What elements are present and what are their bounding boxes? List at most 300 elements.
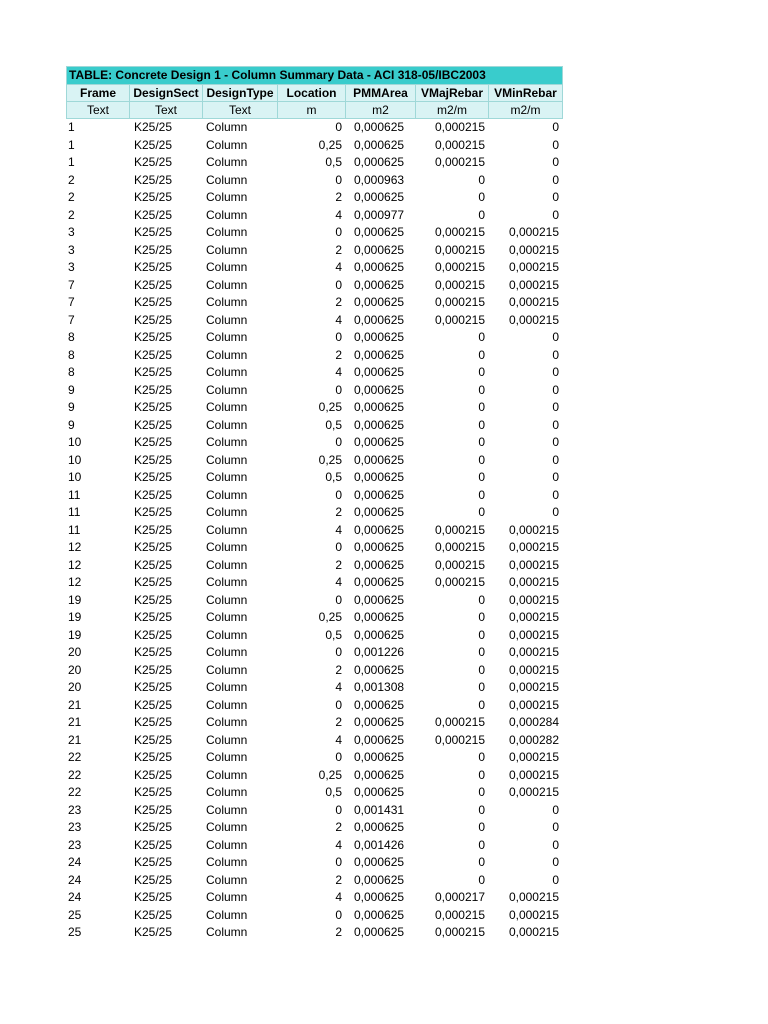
designsect-cell: K25/25 [134,487,173,502]
vminrebar-cell: 0,000215 [508,592,559,607]
location-cell: 0,25 [318,767,342,782]
table-row [66,504,563,522]
designsect-cell: K25/25 [134,785,173,799]
vminrebar-cell: 0 [552,837,559,852]
vminrebar-cell: 0 [552,872,559,887]
vminrebar-cell: 0,000215 [508,260,559,274]
frame-cell: 8 [68,347,75,362]
designtype-cell: Column [206,207,248,222]
vmajrebar-cell: 0,000215 [434,715,485,729]
designsect-cell: K25/25 [134,190,173,204]
column-summary-table [66,66,563,942]
table-row [66,889,563,907]
pmmarea-cell: 0,000625 [354,452,405,467]
location-cell: 0 [335,645,342,659]
vminrebar-cell: 0 [552,802,559,817]
designsect-cell: K25/25 [134,225,173,239]
pmmarea-cell: 0,001308 [354,680,405,694]
vminrebar-cell: 0 [552,820,559,834]
location-cell: 0,25 [318,400,342,414]
designsect-cell: K25/25 [134,802,173,817]
frame-cell: 20 [68,662,82,677]
vminrebar-cell: 0,000215 [508,540,559,554]
designtype-cell: Column [206,802,248,817]
table-row [66,399,563,417]
pmmarea-cell: 0,000625 [354,872,405,887]
designtype-cell: Column [206,715,248,729]
table-row [66,452,563,470]
designtype-cell: Column [206,872,248,887]
pmmarea-cell: 0,000625 [354,365,405,379]
designtype-cell: Column [206,732,248,747]
header-row [66,85,563,102]
location-cell: 0 [335,750,342,764]
designsect-cell: K25/25 [134,347,173,362]
location-cell: 0,5 [325,470,342,484]
pmmarea-cell: 0,000625 [354,225,405,239]
table-row [66,242,563,260]
table-row [66,434,563,452]
vmajrebar-cell: 0 [478,347,485,362]
frame-cell: 2 [68,207,75,222]
designtype-cell: Column [206,470,248,484]
vmajrebar-cell: 0,000215 [434,522,485,537]
vmajrebar-cell: 0 [478,872,485,887]
pmmarea-cell: 0,000625 [354,592,405,607]
designsect-cell: K25/25 [134,575,173,589]
frame-cell: 19 [68,610,82,624]
table-row [66,347,563,365]
vminrebar-cell: 0 [552,487,559,502]
frame-cell: 19 [68,627,82,642]
designtype-cell: Column [206,925,248,939]
pmmarea-cell: 0,000625 [354,750,405,764]
frame-cell: 21 [68,732,82,747]
header-vmajrebar: VMajRebar [416,85,489,102]
pmmarea-cell: 0,000625 [354,312,405,327]
table-row [66,714,563,732]
table-row [66,784,563,802]
vminrebar-cell: 0,000284 [508,715,559,729]
frame-cell: 10 [68,452,82,467]
location-cell: 0 [335,487,342,502]
vmajrebar-cell: 0 [478,767,485,782]
designsect-cell: K25/25 [134,242,173,257]
vminrebar-cell: 0,000215 [508,557,559,572]
vmajrebar-cell: 0,000215 [434,155,485,169]
pmmarea-cell: 0,000625 [354,470,405,484]
pmmarea-cell: 0,000625 [354,540,405,554]
designtype-cell: Column [206,225,248,239]
table-row [66,364,563,382]
designtype-cell: Column [206,662,248,677]
frame-cell: 7 [68,312,75,327]
pmmarea-cell: 0,000625 [354,767,405,782]
frame-cell: 9 [68,400,75,414]
table-row [66,207,563,225]
table-row [66,522,563,540]
designtype-cell: Column [206,505,248,519]
designsect-cell: K25/25 [134,470,173,484]
designsect-cell: K25/25 [134,645,173,659]
vminrebar-cell: 0,000215 [508,295,559,309]
frame-cell: 11 [68,487,81,502]
frame-cell: 12 [68,557,82,572]
vmajrebar-cell: 0 [478,190,485,204]
frame-cell: 21 [68,697,82,712]
header-frame: Frame [66,85,130,102]
location-cell: 0 [335,382,342,397]
table-row [66,277,563,295]
vminrebar-cell: 0,000215 [508,277,559,292]
vmajrebar-cell: 0 [478,452,485,467]
location-cell: 2 [335,347,342,362]
frame-cell: 8 [68,365,75,379]
vmajrebar-cell: 0 [478,820,485,834]
pmmarea-cell: 0,000963 [354,172,405,187]
frame-cell: 22 [68,750,82,764]
designtype-cell: Column [206,540,248,554]
designtype-cell: Column [206,645,248,659]
header-vminrebar: VMinRebar [489,85,563,102]
vminrebar-cell: 0,000215 [508,680,559,694]
designtype-cell: Column [206,697,248,712]
vmajrebar-cell: 0 [478,330,485,344]
designsect-cell: K25/25 [134,925,173,939]
vminrebar-cell: 0 [552,347,559,362]
vmajrebar-cell: 0 [478,400,485,414]
location-cell: 0 [335,330,342,344]
frame-cell: 1 [68,137,75,152]
designsect-cell: K25/25 [134,855,173,869]
frame-cell: 22 [68,767,82,782]
location-cell: 0,25 [318,610,342,624]
unit-frame: Text [66,102,130,119]
vmajrebar-cell: 0 [478,662,485,677]
vminrebar-cell: 0 [552,470,559,484]
vmajrebar-cell: 0,000215 [434,540,485,554]
location-cell: 4 [335,207,342,222]
designsect-cell: K25/25 [134,820,173,834]
unit-location: m [278,102,346,119]
pmmarea-cell: 0,001426 [354,837,405,852]
designsect-cell: K25/25 [134,592,173,607]
vmajrebar-cell: 0 [478,837,485,852]
location-cell: 4 [335,312,342,327]
vmajrebar-cell: 0,000215 [434,732,485,747]
header-location: Location [278,85,346,102]
location-cell: 0,25 [318,137,342,152]
designtype-cell: Column [206,190,248,204]
vmajrebar-cell: 0 [478,435,485,449]
vminrebar-cell: 0 [552,417,559,432]
pmmarea-cell: 0,000625 [354,732,405,747]
designtype-cell: Column [206,242,248,257]
designsect-cell: K25/25 [134,627,173,642]
vminrebar-cell: 0 [552,365,559,379]
location-cell: 0 [335,907,342,922]
vmajrebar-cell: 0 [478,470,485,484]
vmajrebar-cell: 0,000215 [434,242,485,257]
vmajrebar-cell: 0 [478,592,485,607]
pmmarea-cell: 0,000625 [354,522,405,537]
frame-cell: 12 [68,540,82,554]
vminrebar-cell: 0 [552,400,559,414]
designtype-cell: Column [206,382,248,397]
location-cell: 0,5 [325,155,342,169]
vmajrebar-cell: 0,000215 [434,120,485,134]
vminrebar-cell: 0,000215 [508,662,559,677]
pmmarea-cell: 0,000625 [354,277,405,292]
designsect-cell: K25/25 [134,680,173,694]
table-row [66,487,563,505]
frame-cell: 21 [68,715,82,729]
vminrebar-cell: 0 [552,190,559,204]
designtype-cell: Column [206,137,248,152]
table-row [66,224,563,242]
vmajrebar-cell: 0 [478,627,485,642]
frame-cell: 23 [68,802,82,817]
table-title: TABLE: Concrete Design 1 - Column Summary Data - ACI 318-05/IBC2003 [66,66,563,85]
pmmarea-cell: 0,000625 [354,190,405,204]
table-row [66,732,563,750]
location-cell: 2 [335,190,342,204]
vminrebar-cell: 0,000215 [508,645,559,659]
vmajrebar-cell: 0 [478,697,485,712]
vmajrebar-cell: 0,000215 [434,312,485,327]
designsect-cell: K25/25 [134,295,173,309]
vminrebar-cell: 0,000215 [508,242,559,257]
vminrebar-cell: 0,000215 [508,610,559,624]
vminrebar-cell: 0,000282 [508,732,559,747]
location-cell: 2 [335,820,342,834]
designtype-cell: Column [206,855,248,869]
designtype-cell: Column [206,277,248,292]
table-row [66,382,563,400]
vminrebar-cell: 0 [552,435,559,449]
vmajrebar-cell: 0,000215 [434,925,485,939]
table-row [66,679,563,697]
designsect-cell: K25/25 [134,890,173,904]
designtype-cell: Column [206,680,248,694]
vminrebar-cell: 0 [552,382,559,397]
pmmarea-cell: 0,000625 [354,557,405,572]
table-row [66,469,563,487]
frame-cell: 20 [68,680,82,694]
pmmarea-cell: 0,001431 [354,802,405,817]
location-cell: 2 [335,242,342,257]
vmajrebar-cell: 0 [478,207,485,222]
frame-cell: 9 [68,382,75,397]
units-row [66,102,563,119]
designtype-cell: Column [206,610,248,624]
designsect-cell: K25/25 [134,400,173,414]
location-cell: 0 [335,540,342,554]
vminrebar-cell: 0 [552,207,559,222]
vminrebar-cell: 0 [552,172,559,187]
designtype-cell: Column [206,172,248,187]
designtype-cell: Column [206,522,248,537]
designtype-cell: Column [206,452,248,467]
location-cell: 2 [335,925,342,939]
location-cell: 0,25 [318,452,342,467]
frame-cell: 3 [68,225,75,239]
vmajrebar-cell: 0 [478,382,485,397]
pmmarea-cell: 0,000625 [354,155,405,169]
vminrebar-cell: 0 [552,155,559,169]
designsect-cell: K25/25 [134,435,173,449]
table-row [66,749,563,767]
table-row [66,837,563,855]
table-row [66,154,563,172]
pmmarea-cell: 0,000625 [354,435,405,449]
location-cell: 0 [335,172,342,187]
table-row [66,697,563,715]
designsect-cell: K25/25 [134,207,173,222]
frame-cell: 24 [68,855,82,869]
table-row [66,924,563,942]
vminrebar-cell: 0,000215 [508,225,559,239]
designsect-cell: K25/25 [134,155,173,169]
location-cell: 0 [335,697,342,712]
designsect-cell: K25/25 [134,382,173,397]
designtype-cell: Column [206,907,248,922]
vmajrebar-cell: 0 [478,750,485,764]
pmmarea-cell: 0,000625 [354,417,405,432]
designsect-cell: K25/25 [134,417,173,432]
vminrebar-cell: 0,000215 [508,785,559,799]
location-cell: 2 [335,295,342,309]
frame-cell: 3 [68,260,75,274]
designtype-cell: Column [206,312,248,327]
table-row [66,592,563,610]
pmmarea-cell: 0,000625 [354,610,405,624]
unit-vmajrebar: m2/m [416,102,489,119]
vmajrebar-cell: 0,000215 [434,557,485,572]
designsect-cell: K25/25 [134,330,173,344]
location-cell: 0 [335,855,342,869]
frame-cell: 10 [68,470,82,484]
designtype-cell: Column [206,592,248,607]
table-row [66,189,563,207]
frame-cell: 2 [68,190,75,204]
table-row [66,574,563,592]
vminrebar-cell: 0 [552,330,559,344]
designtype-cell: Column [206,365,248,379]
location-cell: 0,5 [325,627,342,642]
designtype-cell: Column [206,120,248,134]
frame-cell: 7 [68,295,75,309]
vminrebar-cell: 0 [552,137,559,152]
vmajrebar-cell: 0 [478,365,485,379]
pmmarea-cell: 0,000625 [354,120,405,134]
frame-cell: 25 [68,925,82,939]
vmajrebar-cell: 0,000215 [434,907,485,922]
designsect-cell: K25/25 [134,277,173,292]
pmmarea-cell: 0,000977 [354,207,405,222]
frame-cell: 11 [68,522,81,537]
table-row [66,802,563,820]
vminrebar-cell: 0 [552,452,559,467]
frame-cell: 24 [68,872,82,887]
vminrebar-cell: 0 [552,505,559,519]
frame-cell: 22 [68,785,82,799]
pmmarea-cell: 0,000625 [354,295,405,309]
pmmarea-cell: 0,000625 [354,400,405,414]
vmajrebar-cell: 0,000215 [434,277,485,292]
location-cell: 0 [335,592,342,607]
vmajrebar-cell: 0,000215 [434,225,485,239]
designtype-cell: Column [206,435,248,449]
frame-cell: 7 [68,277,75,292]
table-row [66,644,563,662]
frame-cell: 24 [68,890,82,904]
pmmarea-cell: 0,000625 [354,575,405,589]
designtype-cell: Column [206,400,248,414]
pmmarea-cell: 0,000625 [354,855,405,869]
pmmarea-cell: 0,000625 [354,330,405,344]
vmajrebar-cell: 0 [478,645,485,659]
designtype-cell: Column [206,820,248,834]
location-cell: 2 [335,715,342,729]
frame-cell: 11 [68,505,81,519]
table-row [66,627,563,645]
designtype-cell: Column [206,750,248,764]
table-row [66,329,563,347]
table-row [66,172,563,190]
vminrebar-cell: 0,000215 [508,522,559,537]
frame-cell: 19 [68,592,82,607]
vmajrebar-cell: 0 [478,855,485,869]
vmajrebar-cell: 0 [478,487,485,502]
designsect-cell: K25/25 [134,732,173,747]
table-row [66,872,563,890]
designsect-cell: K25/25 [134,505,173,519]
vminrebar-cell: 0,000215 [508,750,559,764]
table-row [66,539,563,557]
location-cell: 2 [335,557,342,572]
designsect-cell: K25/25 [134,697,173,712]
designsect-cell: K25/25 [134,907,173,922]
table-row [66,312,563,330]
designtype-cell: Column [206,417,248,432]
designsect-cell: K25/25 [134,452,173,467]
unit-designtype: Text [203,102,278,119]
designsect-cell: K25/25 [134,767,173,782]
designsect-cell: K25/25 [134,260,173,274]
pmmarea-cell: 0,000625 [354,715,405,729]
location-cell: 4 [335,837,342,852]
table-row [66,854,563,872]
location-cell: 0 [335,435,342,449]
designtype-cell: Column [206,837,248,852]
designsect-cell: K25/25 [134,610,173,624]
designtype-cell: Column [206,295,248,309]
vminrebar-cell: 0,000215 [508,697,559,712]
pmmarea-cell: 0,000625 [354,505,405,519]
frame-cell: 20 [68,645,82,659]
designtype-cell: Column [206,347,248,362]
table-row [66,294,563,312]
pmmarea-cell: 0,000625 [354,137,405,152]
vmajrebar-cell: 0 [478,505,485,519]
designsect-cell: K25/25 [134,172,173,187]
designsect-cell: K25/25 [134,137,173,152]
location-cell: 4 [335,365,342,379]
designtype-cell: Column [206,155,248,169]
location-cell: 0 [335,802,342,817]
frame-cell: 8 [68,330,75,344]
